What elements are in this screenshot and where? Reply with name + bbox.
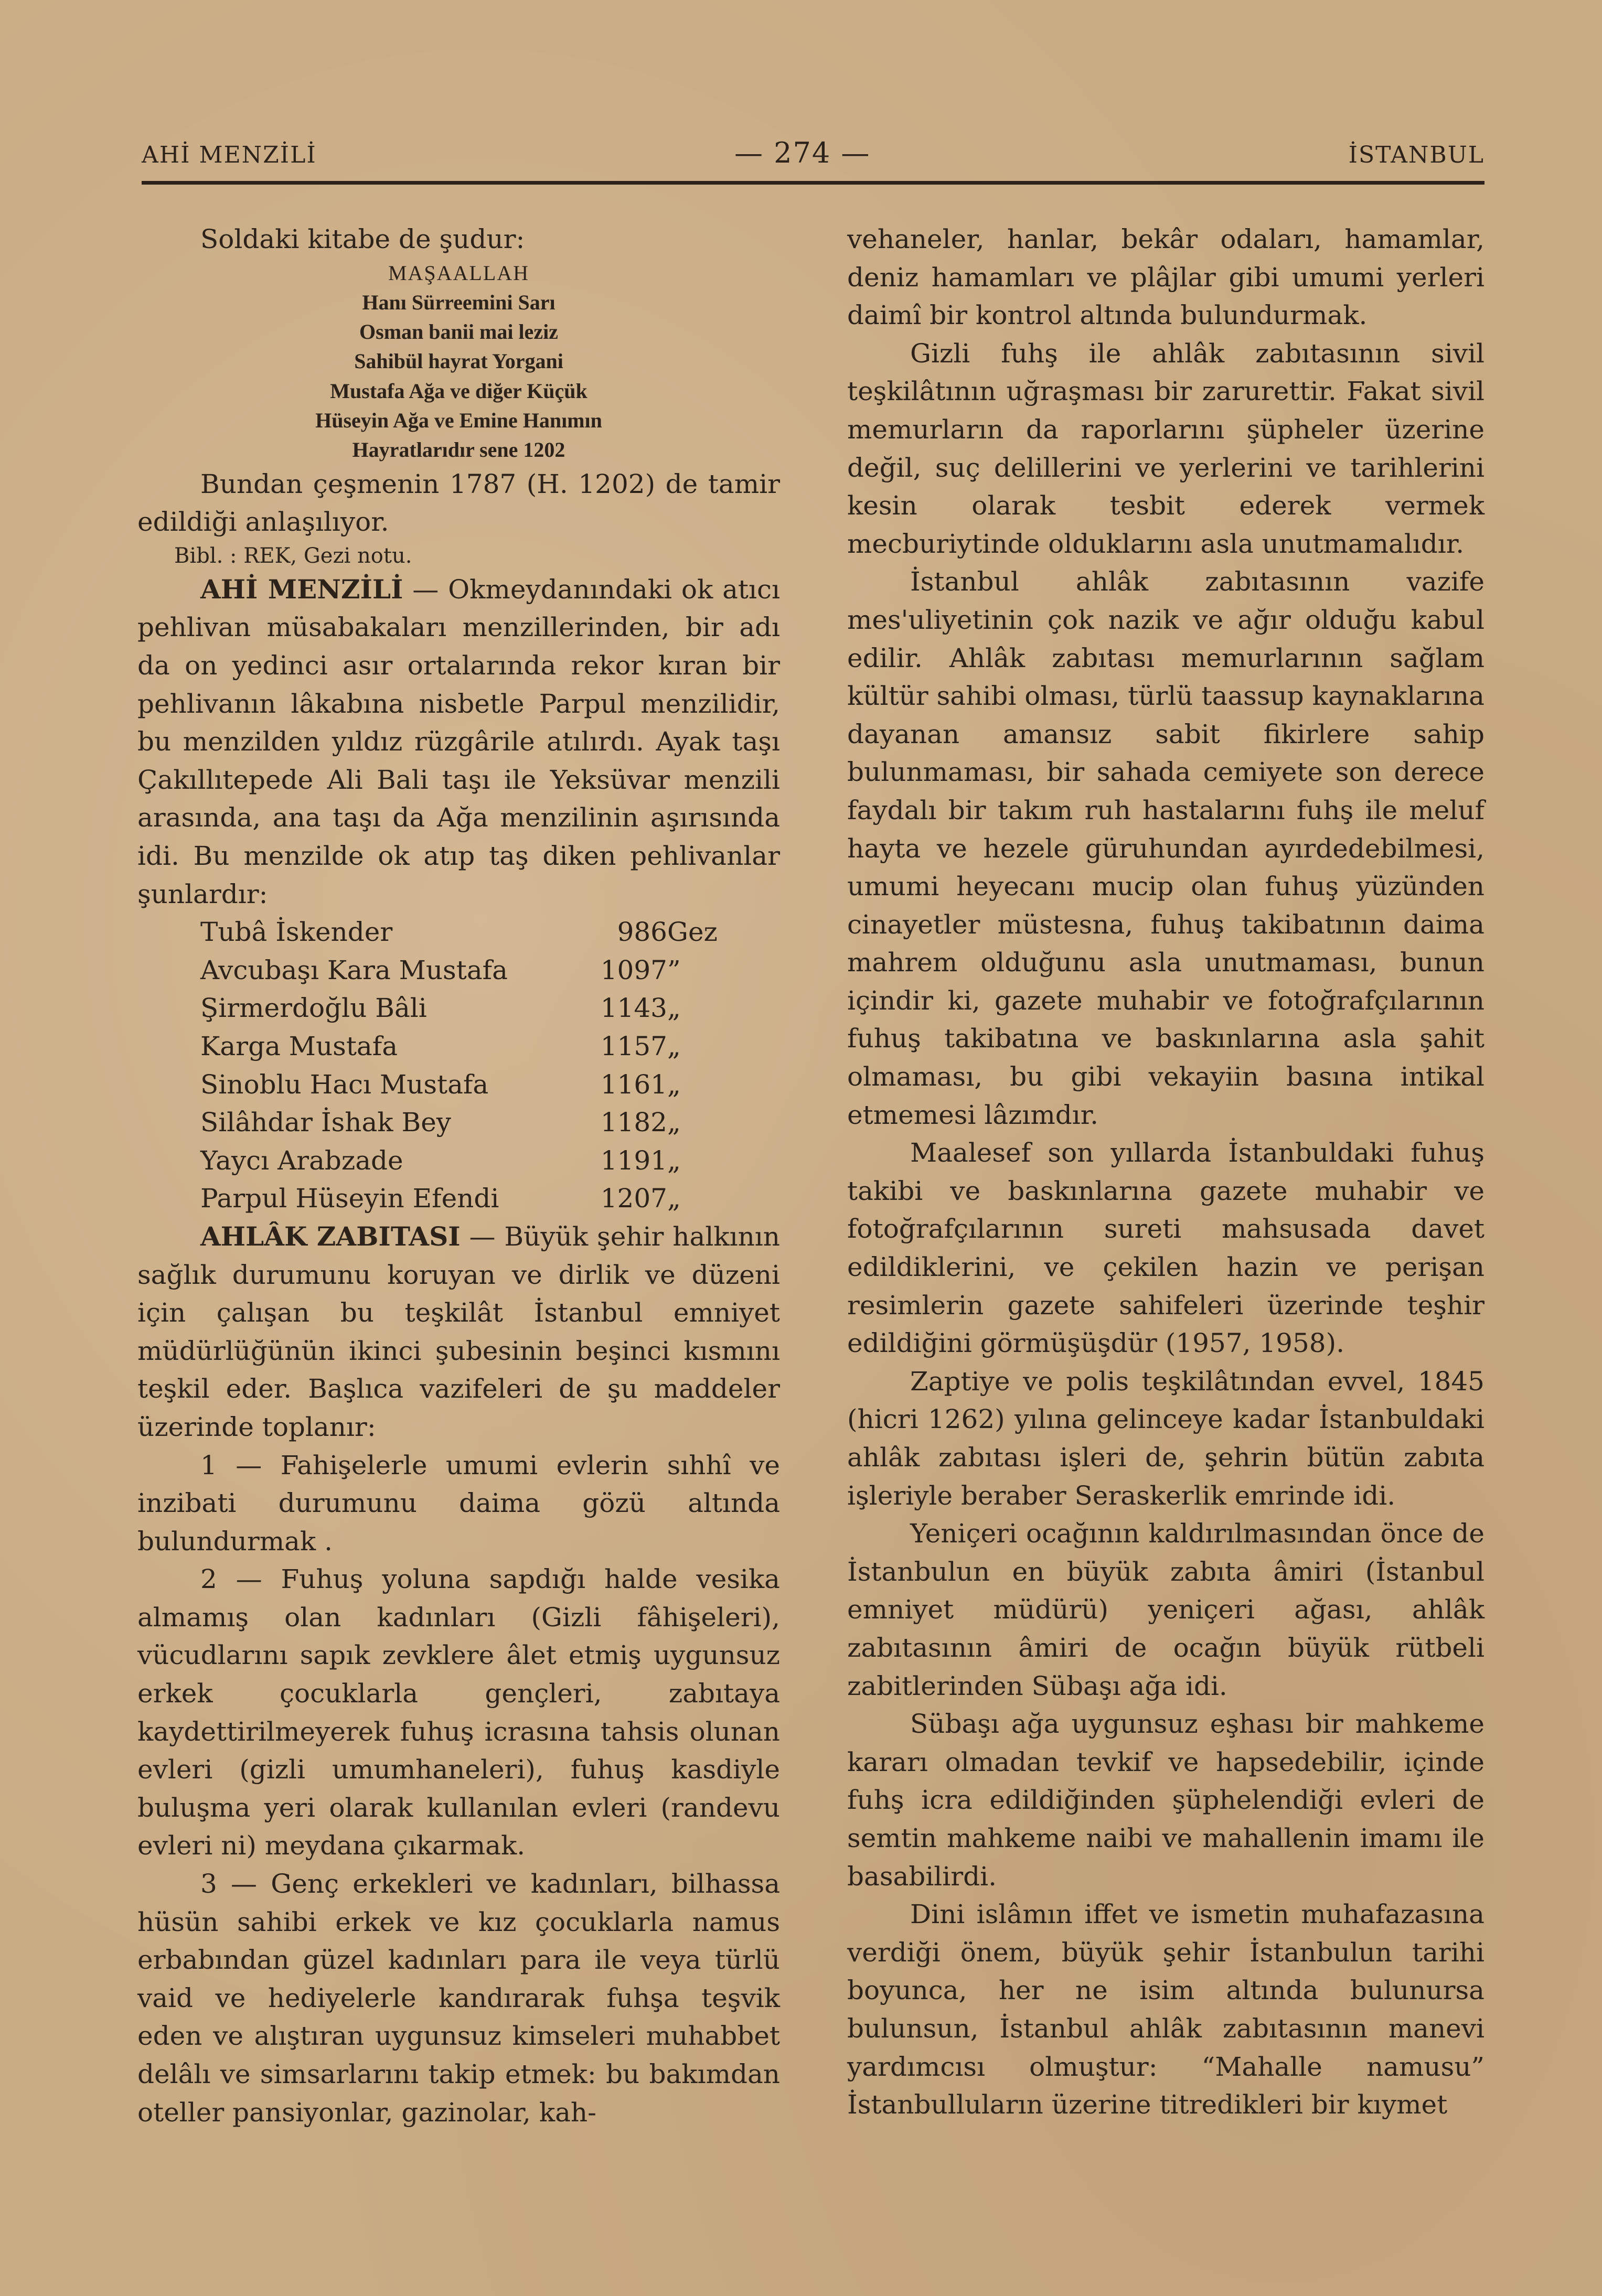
- paragraph-continuation: vehaneler, hanlar, bekâr odaları, hamamlar, deniz hamamları ve plâjlar gibi umumi yerleri daimî bir kontrol altında bulundurmak.: [847, 224, 1484, 331]
- inscription-line: Hüseyin Ağa ve Emine Hanımın: [315, 409, 602, 433]
- entry-term: AHLÂK ZABITASI: [200, 1220, 461, 1252]
- archer-row: [200, 989, 730, 1027]
- archer-list: [200, 913, 730, 1218]
- archer-distance: 1097: [600, 954, 667, 985]
- archer-unit: „: [667, 1031, 681, 1061]
- archer-unit: „: [667, 1183, 681, 1214]
- archer-name: Şirmerdoğlu Bâli: [200, 993, 427, 1024]
- paragraph: Zaptiye ve polis teşkilâtından evvel, 1845 (hicri 1262) yılına gelinceye kadar İstanbuldaki ahlâk zabıtası işleri de, şehrin bütün zabıta işleriyle beraber Seraskerlik emrinde idi.: [847, 1366, 1484, 1511]
- archer-row: [200, 951, 730, 990]
- archer-name: Avcubaşı Kara Mustafa: [200, 954, 508, 985]
- archer-name: Parpul Hüseyin Efendi: [200, 1183, 499, 1214]
- archer-distance: 986: [617, 917, 667, 948]
- archer-distance: 1143: [600, 993, 667, 1024]
- paragraph: Dini islâmın iffet ve ismetin muhafazasına verdiği önem, büyük şehir İstanbulun tarihi boyunca, her ne isim altında bulunursa bulunsun, İstanbul ahlâk zabıtasının manevi yardımcısı olmuştur: “Mahalle namusu” İstanbulluların üzerine titredikleri bir kıymet: [847, 1899, 1484, 2120]
- archer-unit: „: [667, 1107, 681, 1138]
- right-column: [847, 220, 1484, 2124]
- archer-name: Silâhdar İshak Bey: [200, 1107, 452, 1138]
- inscription-line: Mustafa Ağa ve diğer Küçük: [330, 379, 588, 403]
- inscription-line: Sahibül hayrat Yorgani: [354, 349, 563, 373]
- paragraph: Maalesef son yıllarda İstanbuldaki fuhuş takibi ve baskınlarına gazete muhabir ve fotoğrafçılarının sureti mahsusada davet edildiklerini, ve çekilen hazin ve perişan resimlerin gazete sahifeleri üzerinde teşhir edildiğini görmüşüşdür (1957, 1958).: [847, 1138, 1484, 1359]
- archer-unit: „: [667, 1145, 681, 1176]
- archer-row: [200, 1179, 730, 1218]
- archer-unit: „: [667, 993, 681, 1024]
- entry-body: — Okmeydanındaki ok atıcı pehlivan müsabakaları menzillerinden, bir adı da on yedinci asır ortalarında rekor kıran bir pehlivanın lâkabına nisbetle Parpul menzilidir, bu menzilden yıldız rüzgârile atılırdı. Ayak taşı Çakıllıtepede Ali Bali taşı ile Yeksüvar menzili arasında, ana taşı da Ağa menzilinin aşırısında idi. Bu menzilde ok atıp taş diken pehlivanlar şunlardır:: [137, 574, 780, 909]
- entry-term: AHİ MENZİLİ: [200, 573, 403, 605]
- bibliography: Bibl. : REK, Gezi notu.: [174, 543, 412, 568]
- archer-row: [200, 913, 730, 951]
- duty-item-3: 3 — Genç erkekleri ve kadınları, bilhassa hüsün sahibi erkek ve kız çocuklarla namus erbabından güzel kadınları para ile veya türlü vaid ve hediyelerle kandırarak fuhşa teşvik eden ve alıştıran uygunsuz kimseleri muhabbet delâlı ve simsarlarını takip etmek: bu bakımdan oteller pansiyonlar, gazinolar, kah-: [137, 1869, 780, 2128]
- running-head-left: AHİ MENZİLİ: [142, 142, 317, 168]
- page-header: [142, 136, 1484, 184]
- paragraph: Gizli fuhş ile ahlâk zabıtasının sivil teşkilâtının uğraşması bir zarurettir. Fakat sivil memurların da raporlarını şüpheler üzerine değil, suç delillerini ve yerlerini ve tarihlerini kesin olarak tesbit ederek vermek mecburiytinde olduklarını asla unutmamalıdır.: [847, 338, 1484, 559]
- left-column: [137, 220, 780, 2131]
- duty-item-2: 2 — Fuhuş yoluna sapdığı halde vesika almamış olan kadınları (Gizli fâhişeleri), vücudlarını sapık zevklere âlet etmiş uygunsuz erkek çocuklarla gençleri, zabıtaya kaydettirilmeyerek fuhuş icrasına tahsis olunan evleri (gizli umumhaneleri), fuhuş kasdiyle buluşma yeri olarak kullanılan evleri (randevu evleri ni) meydana çıkarmak.: [137, 1564, 780, 1861]
- archer-unit: Gez: [667, 917, 718, 948]
- entry-ahi-menzili: [137, 571, 780, 913]
- paragraph: Yeniçeri ocağının kaldırılmasından önce de İstanbulun en büyük zabıta âmiri (İstanbul emniyet müdürü) yeniçeri ağası, ahlâk zabıtasının âmiri de ocağın büyük rütbeli zabitlerinden Sübaşı ağa idi.: [847, 1518, 1484, 1701]
- running-head-right: İSTANBUL: [1348, 142, 1484, 168]
- archer-unit: „: [667, 1069, 681, 1100]
- paragraph: İstanbul ahlâk zabıtasının vazife mes'uliyetinin çok nazik ve ağır olduğu kabul edilir. Ahlâk zabıtası memurlarının sağlam kültür sahibi olması, türlü taassup kaynaklarına dayanan amansız sabit fikirlere sahip bulunmaması, bir sahada cemiyete son derece faydalı bir takım ruh hastalarını fuhş ile meluf hayta ve hezele güruhundan ayırdedebilmesi, umumi heyecanı mucip olan fuhuş yüzünden cinayetler müstesna, fuhuş takibatının daima mahrem olduğunu asla unutmaması, bunun içindir ki, gazete muhabir ve fotoğrafçılarının fuhuş takibatına ve baskınlarına asla şahit olmaması, bu gibi vekayiin basına intikal etmemesi lâzımdır.: [847, 566, 1484, 1130]
- paragraph: Sübaşı ağa uygunsuz eşhası bir mahkeme kararı olmadan tevkif ve hapsedebilir, içinde fuhş icra edildiğinden şüphelendiği evleri de semtin mahkeme naibi ve mahallenin imamı ile basabilirdi.: [847, 1709, 1484, 1892]
- inscription-block: [137, 259, 780, 465]
- header-rule: [142, 181, 1484, 185]
- archer-unit: ”: [667, 954, 681, 985]
- archer-row: [200, 1142, 730, 1180]
- inscription-line: Hayratlarıdır sene 1202: [352, 438, 565, 462]
- archer-distance: 1157: [600, 1031, 667, 1061]
- archer-row: [200, 1027, 730, 1066]
- inscription-line: MAŞAALLAH: [388, 261, 530, 285]
- archer-name: Sinoblu Hacı Mustafa: [200, 1069, 489, 1100]
- archer-row: [200, 1066, 730, 1104]
- entry-ahlak-zabitasi: [137, 1218, 780, 1446]
- archer-distance: 1182: [600, 1107, 667, 1138]
- archer-name: Yaycı Arabzade: [200, 1145, 403, 1176]
- entry-body: — Büyük şehir halkının sağlık durumunu koruyan ve dirlik ve düzeni için çalışan bu teşkilât İstanbul emniyet müdürlüğünün ikinci şubesinin beşinci kısmını teşkil eder. Başlıca vazifeleri de şu maddeler üzerinde toplanır:: [137, 1221, 780, 1442]
- repair-note: Bundan çeşmenin 1787 (H. 1202) de tamir edildiği anlaşılıyor.: [137, 468, 780, 538]
- archer-name: Tubâ İskender: [200, 917, 393, 948]
- duty-item-1: 1 — Fahişelerle umumi evlerin sıhhî ve inzibati durumunu daima gözü altında bulundurmak .: [137, 1450, 780, 1557]
- inscription-line: Osman banii mai leziz: [359, 320, 558, 344]
- inscription-line: Hanı Sürreemini Sarı: [362, 290, 556, 314]
- archer-distance: 1207: [600, 1183, 667, 1214]
- page-number: — 274 —: [734, 136, 871, 169]
- archer-row: [200, 1103, 730, 1142]
- archer-distance: 1161: [600, 1069, 667, 1100]
- archer-name: Karga Mustafa: [200, 1031, 398, 1061]
- inscription-intro: Soldaki kitabe de şudur:: [200, 224, 525, 254]
- archer-distance: 1191: [600, 1145, 667, 1176]
